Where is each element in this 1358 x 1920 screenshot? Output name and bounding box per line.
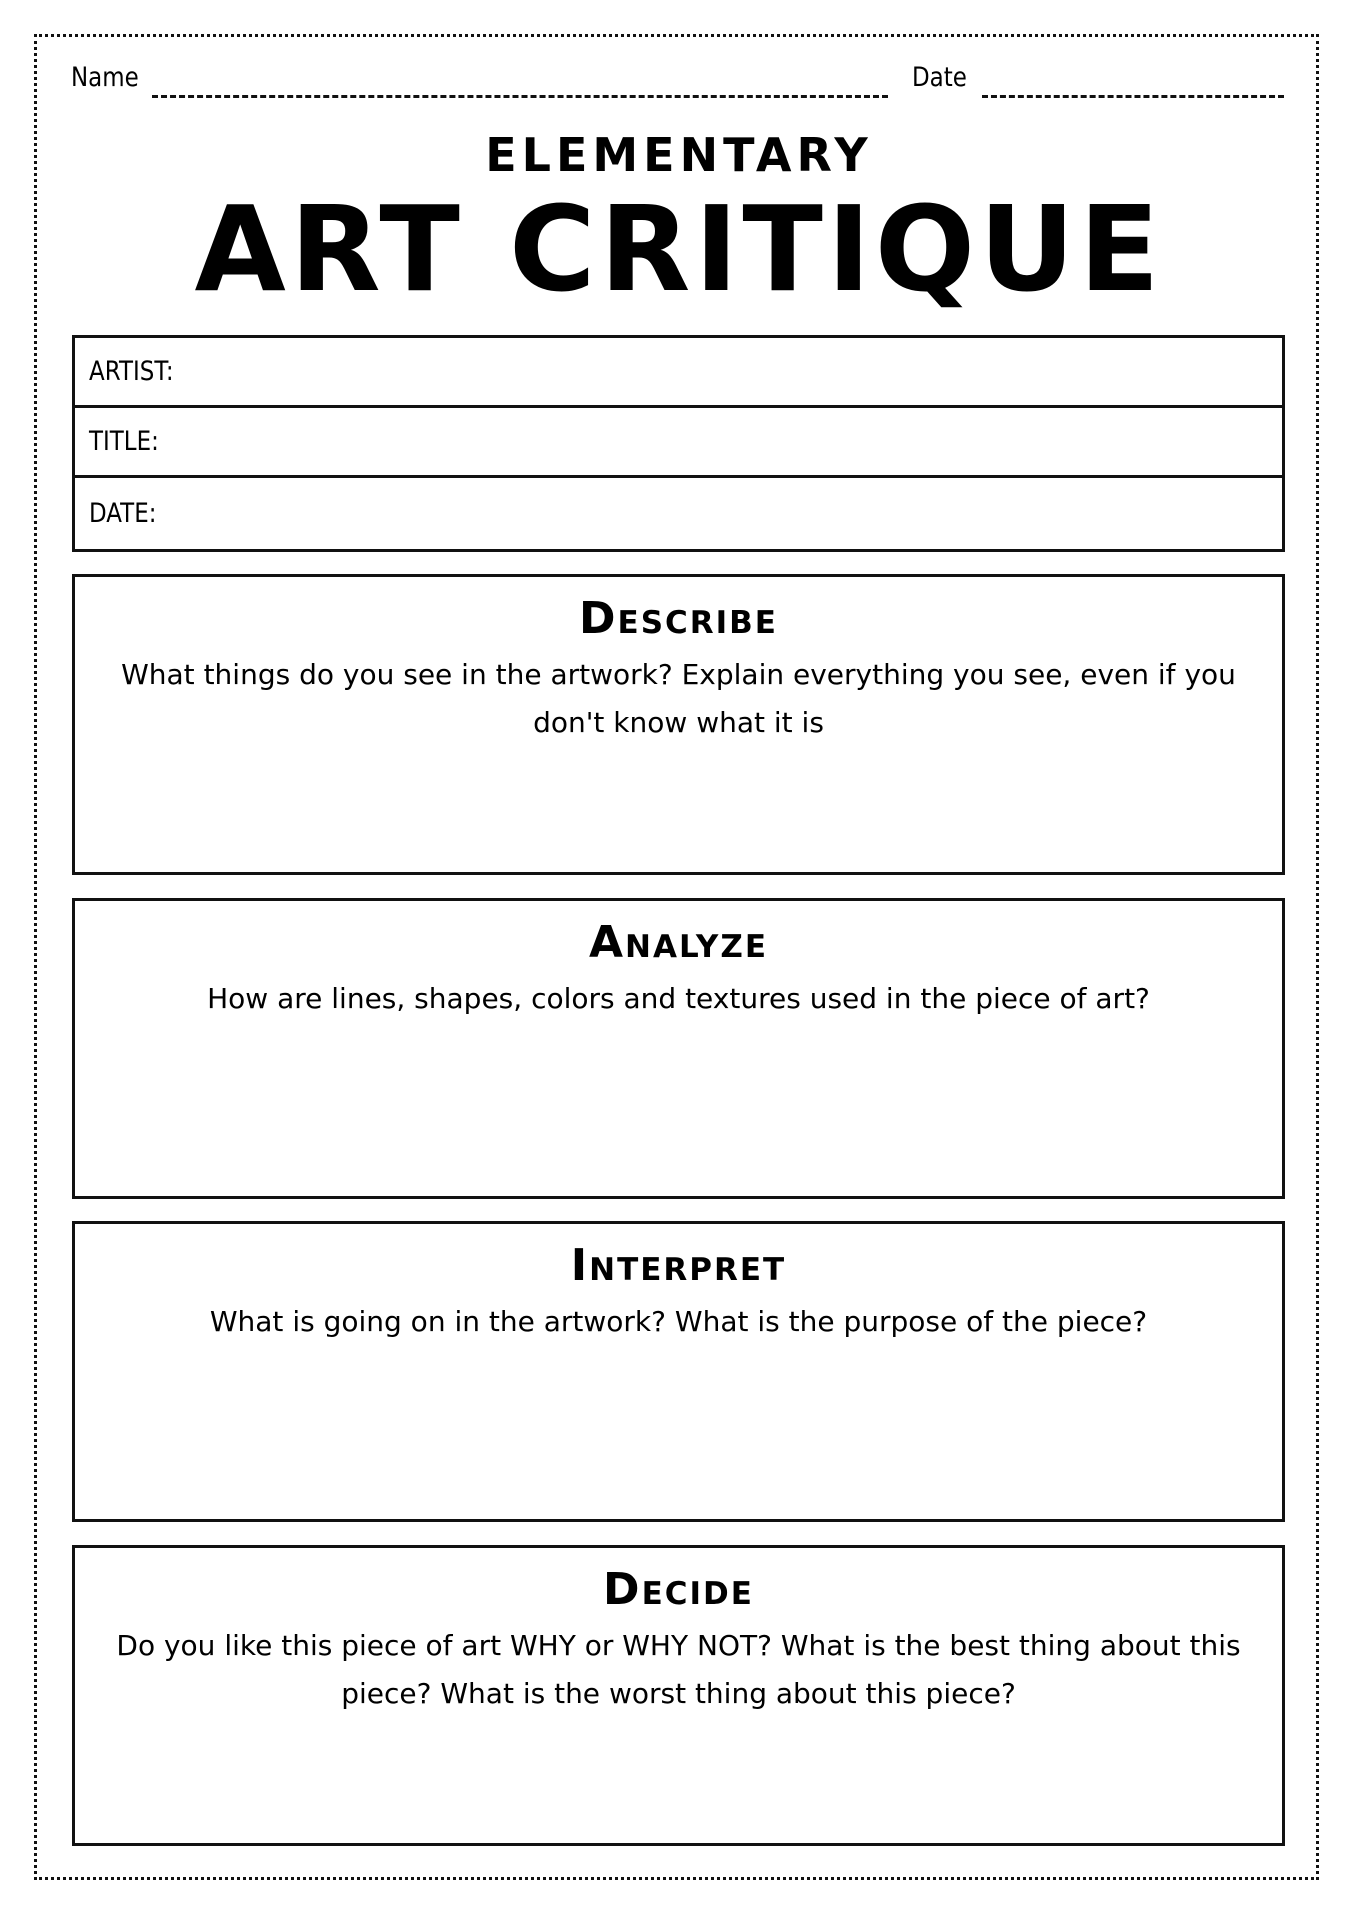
- title-label: TITLE:: [89, 426, 159, 457]
- date-field-label: DATE:: [89, 497, 157, 529]
- section-heading: Interpret: [570, 1240, 787, 1291]
- section-heading: Decide: [603, 1564, 754, 1615]
- section-heading: Analyze: [588, 917, 768, 968]
- section-heading: Describe: [579, 593, 778, 644]
- analyze-section[interactable]: [72, 898, 1285, 1199]
- artist-field[interactable]: [75, 338, 1282, 408]
- interpret-section[interactable]: [72, 1221, 1285, 1522]
- title-field[interactable]: [75, 408, 1282, 478]
- describe-section[interactable]: [72, 574, 1285, 875]
- name-blank-line[interactable]: [152, 95, 888, 98]
- date-label: Date: [912, 62, 967, 93]
- section-prompt: Do you like this piece of art WHY or WHY NOT? What is the best thing about this piece? What is the worst thing about this piece?: [116, 1629, 1241, 1710]
- section-prompt: What is going on in the artwork? What is the purpose of the piece?: [209, 1305, 1148, 1338]
- decide-section[interactable]: [72, 1545, 1285, 1846]
- worksheet-subtitle: ELEMENTARY: [485, 128, 873, 182]
- name-label: Name: [71, 62, 139, 93]
- date-blank-line[interactable]: [982, 95, 1284, 98]
- date-field[interactable]: [75, 478, 1282, 548]
- section-prompt: How are lines, shapes, colors and textures used in the piece of art?: [207, 982, 1150, 1015]
- worksheet-title: ART CRITIQUE: [194, 180, 1164, 318]
- artwork-info-table: [72, 335, 1285, 552]
- section-prompt: What things do you see in the artwork? Explain everything you see, even if you don't know what it is: [121, 658, 1236, 739]
- artist-label: ARTIST:: [89, 356, 174, 387]
